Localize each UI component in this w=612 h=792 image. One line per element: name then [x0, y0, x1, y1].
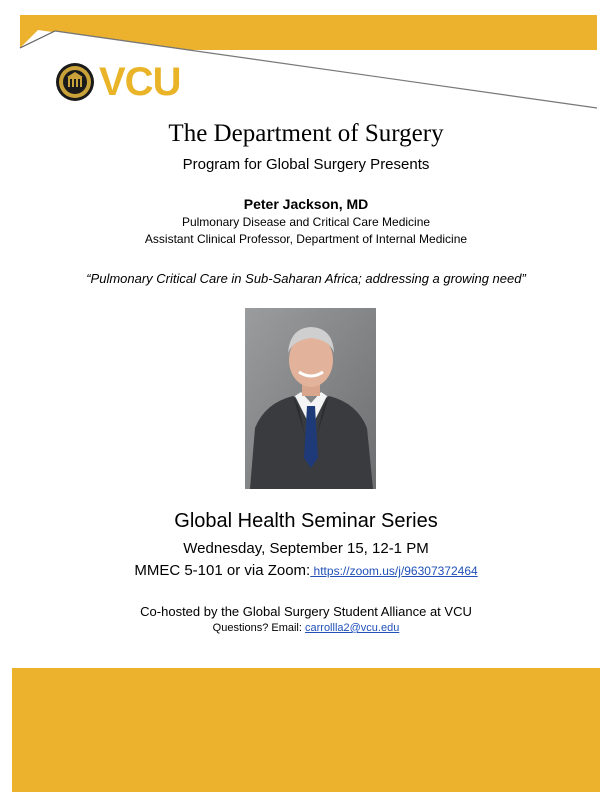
seminar-series-title: Global Health Seminar Series — [174, 510, 438, 532]
speaker-name: Peter Jackson, MD — [243, 196, 369, 212]
gold-footer-band — [12, 668, 600, 792]
vcu-seal-icon — [55, 62, 95, 102]
program-title: Program for Global Surgery Presents — [182, 156, 430, 173]
department-title: The Department of Surgery — [168, 120, 444, 147]
vcu-wordmark: VCU — [99, 60, 181, 104]
speaker-specialty: Pulmonary Disease and Critical Care Medicine — [181, 215, 431, 229]
questions-line — [0, 622, 612, 634]
zoom-link[interactable]: https://zoom.us/j/96307372464 — [310, 564, 478, 578]
cohost-line: Co-hosted by the Global Surgery Student Alliance at VCU — [140, 604, 472, 619]
event-datetime: Wednesday, September 15, 12-1 PM — [183, 540, 429, 557]
location-text: MMEC 5-101 or via Zoom: — [134, 562, 311, 579]
speaker-position: Assistant Clinical Professor, Department of Internal Medicine — [144, 232, 468, 246]
questions-label: Questions? Email: — [212, 622, 305, 634]
talk-title: “Pulmonary Critical Care in Sub-Saharan Africa; addressing a growing need” — [86, 271, 526, 286]
vcu-logo — [55, 60, 180, 104]
event-location — [0, 562, 612, 579]
contact-email-link[interactable]: carrollla2@vcu.edu — [305, 622, 400, 634]
speaker-photo — [245, 308, 376, 489]
